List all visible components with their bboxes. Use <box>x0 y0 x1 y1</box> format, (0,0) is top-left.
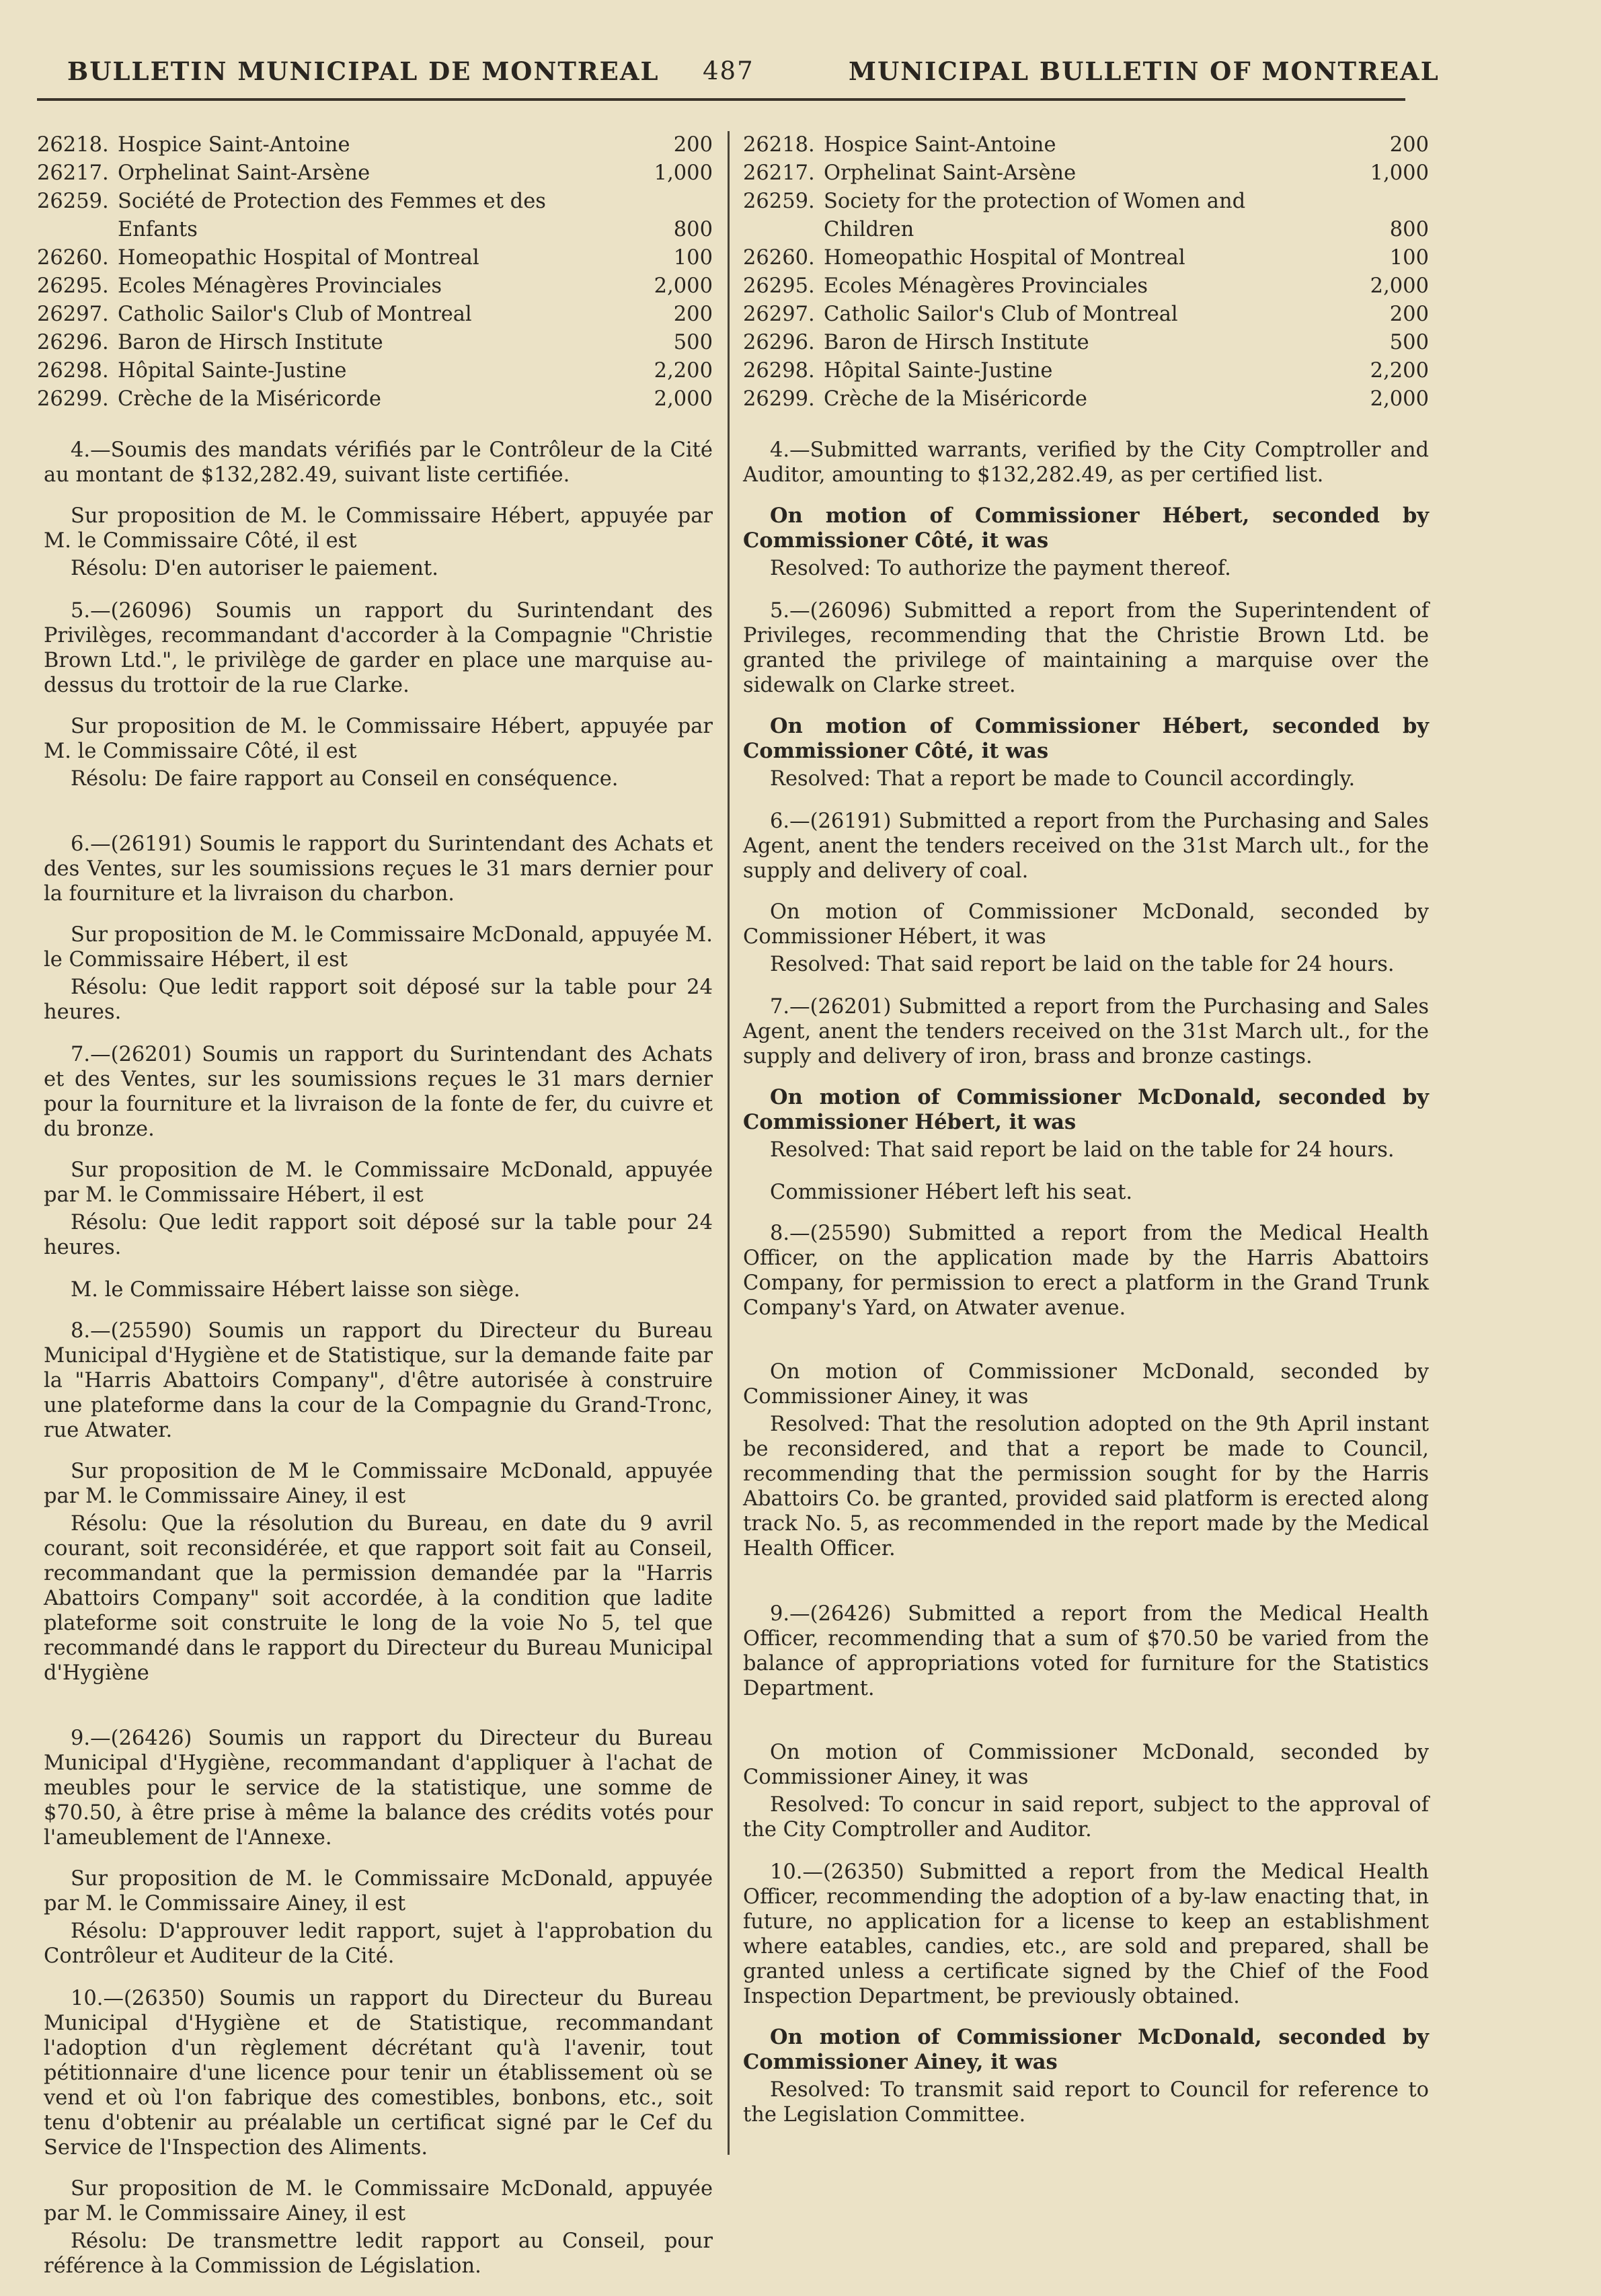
item-7-text: 7.—(26201) Submitted a report from the Purchasing and Sales Agent, anent the tenders received on the 31st March ult., for the supply and delivery of iron, brass and bronze castings. <box>743 995 1429 1068</box>
grant-number: 26217. <box>37 161 109 185</box>
item-10-motion: On motion of Commissioner McDonald, seconded by Commissioner Ainey, it was <box>743 2025 1429 2074</box>
grant-name: Society for the protection of Women and Children <box>824 190 1246 241</box>
item-6-text: 6.—(26191) Soumis le rapport du Surintendant des Achats et des Ventes, sur les soumissions reçues le 31 mars dernier pour la fourniture et la livraison du charbon. <box>44 832 713 906</box>
item-10-resolved: Résolu: De transmettre ledit rapport au Conseil, pour référence à la Commission de Législation. <box>44 2229 713 2278</box>
item-9-text: 9.—(26426) Submitted a report from the Medical Health Officer, recommending that a sum of $70.50 be varied from the balance of appropriations voted for furniture for the Statistics Department. <box>743 1602 1429 1700</box>
item-7-motion: Sur proposition de M. le Commissaire McDonald, appuyée par M. le Commissaire Hébert, il est <box>44 1158 713 1207</box>
item-5-resolved: Resolved: That a report be made to Council accordingly. <box>770 767 1356 791</box>
grant-amount: 2,000 <box>1370 274 1429 298</box>
grant-number: 26218. <box>37 133 109 157</box>
grant-amount: 2,000 <box>654 274 713 298</box>
item-8-resolved: Résolu: Que la résolution du Bureau, en date du 9 avril courant, soit reconsidérée, et que rapport soit fait au Conseil, recommandant que la permission demandée par la "Harris Abattoirs Company" soit accordée, à la condition que ladite plateforme soit construite le long de la voie No 5, tel que recommandé dans le rapport du Directeur du Bureau Municipal d'Hygiène <box>44 1512 713 1685</box>
grant-row <box>743 301 1429 329</box>
grant-amount: 100 <box>1389 246 1429 270</box>
grant-name: Catholic Sailor's Club of Montreal <box>824 303 1178 326</box>
page-number: 487 <box>703 56 754 85</box>
item-4-text: 4.—Soumis des mandats vérifiés par le Contrôleur de la Cité au montant de $132,282.49, suivant liste certifiée. <box>44 438 713 487</box>
grant-name: Baron de Hirsch Institute <box>118 331 383 354</box>
grant-number: 26299. <box>37 387 109 411</box>
grant-amount: 800 <box>1389 218 1429 241</box>
item-10-resolved: Resolved: To transmit said report to Council for reference to the Legislation Committee. <box>743 2078 1429 2127</box>
item-7-motion: On motion of Commissioner McDonald, seconded by Commissioner Hébert, it was <box>743 1085 1429 1134</box>
item-9-motion: Sur proposition de M. le Commissaire McDonald, appuyée par M. le Commissaire Ainey, il est <box>44 1867 713 1915</box>
grant-name: Société de Protection des Femmes et des Enfants <box>118 190 546 241</box>
grant-number: 26295. <box>37 274 109 298</box>
grant-amount: 2,000 <box>654 387 713 411</box>
grant-row <box>37 301 713 329</box>
grant-name: Hôpital Sainte-Justine <box>118 359 347 383</box>
grant-number: 26296. <box>743 331 815 354</box>
item-9-motion: On motion of Commissioner McDonald, seconded by Commissioner Ainey, it was <box>743 1741 1429 1789</box>
grant-number: 26260. <box>743 246 815 270</box>
item-6-resolved: Résolu: Que ledit rapport soit déposé sur la table pour 24 heures. <box>44 976 713 1024</box>
grant-amount: 200 <box>1389 303 1429 326</box>
grant-name: Orphelinat Saint-Arsène <box>118 161 370 185</box>
item-8-text: 8.—(25590) Soumis un rapport du Directeur du Bureau Municipal d'Hygiène et de Statistique, sur la demande faite par la "Harris Abattoirs Company", d'être autorisée à construire une plateforme dans la cour de la Compagnie du Grand-Tronc, rue Atwater. <box>44 1319 713 1442</box>
item-4-resolved: Résolu: D'en autoriser le paiement. <box>71 557 438 580</box>
grant-row <box>37 244 713 272</box>
item-4-motion: On motion of Commissioner Hébert, seconded by Commissioner Côté, it was <box>743 504 1429 553</box>
item-4-motion: Sur proposition de M. le Commissaire Hébert, appuyée par M. le Commissaire Côté, il est <box>44 504 713 553</box>
grant-amount: 2,200 <box>654 359 713 383</box>
item-4-resolved: Resolved: To authorize the payment thereof. <box>770 557 1231 580</box>
item-7-text: 7.—(26201) Soumis un rapport du Surintendant des Achats et des Ventes, sur les soumissions reçues le 31 mars dernier pour la fourniture et la livraison de la fonte de fer, du cuivre et du bronze. <box>44 1043 713 1141</box>
left-seat-note: Commissioner Hébert left his seat. <box>770 1181 1133 1204</box>
grant-amount: 1,000 <box>1370 161 1429 185</box>
header-right-title: MUNICIPAL BULLETIN OF MONTREAL <box>849 56 1440 86</box>
grant-number: 26259. <box>37 190 109 213</box>
grant-row <box>37 272 713 301</box>
grant-amount: 200 <box>673 133 713 157</box>
french-grants-list <box>37 131 713 413</box>
item-6-motion: Sur proposition de M. le Commissaire McDonald, appuyée M. le Commissaire Hébert, il est <box>44 923 713 972</box>
grant-row <box>37 385 713 413</box>
item-6-resolved: Resolved: That said report be laid on the table for 24 hours. <box>770 953 1395 976</box>
grant-amount: 1,000 <box>654 161 713 185</box>
item-7-resolved: Résolu: Que ledit rapport soit déposé sur la table pour 24 heures. <box>44 1211 713 1259</box>
grant-number: 26298. <box>743 359 815 383</box>
item-8-motion: Sur proposition de M le Commissaire McDonald, appuyée par M. le Commissaire Ainey, il est <box>44 1460 713 1508</box>
item-10-motion: Sur proposition de M. le Commissaire McDonald, appuyée par M. le Commissaire Ainey, il est <box>44 2177 713 2225</box>
item-5-text: 5.—(26096) Submitted a report from the Superintendent of Privileges, recommending that the Christie Brown Ltd. be granted the privilege of maintaining a marquise over the sidewalk on Clarke street. <box>743 599 1429 697</box>
grant-number: 26297. <box>37 303 109 326</box>
grant-amount: 200 <box>1389 133 1429 157</box>
column-divider <box>728 131 730 2155</box>
grant-row <box>743 188 1429 244</box>
item-4-text: 4.—Submitted warrants, verified by the City Comptroller and Auditor, amounting to $132,282.49, as per certified list. <box>743 438 1429 487</box>
grant-row <box>743 357 1429 385</box>
grant-amount: 100 <box>673 246 713 270</box>
grant-name: Crèche de la Miséricorde <box>118 387 381 411</box>
grant-row <box>37 131 713 159</box>
grant-number: 26218. <box>743 133 815 157</box>
grant-amount: 2,000 <box>1370 387 1429 411</box>
item-8-text: 8.—(25590) Submitted a report from the Medical Health Officer, on the application made by the Harris Abattoirs Company, for permission to erect a platform in the Grand Trunk Company's Yard, on Atwater avenue. <box>743 1222 1429 1320</box>
english-column <box>743 131 1429 2145</box>
grant-number: 26298. <box>37 359 109 383</box>
grant-name: Ecoles Ménagères Provinciales <box>824 274 1148 298</box>
grant-number: 26297. <box>743 303 815 326</box>
grant-number: 26260. <box>37 246 109 270</box>
grant-amount: 200 <box>673 303 713 326</box>
grant-row <box>37 357 713 385</box>
grant-name: Baron de Hirsch Institute <box>824 331 1089 354</box>
item-5-resolved: Résolu: De faire rapport au Conseil en conséquence. <box>71 767 619 791</box>
grant-row <box>743 131 1429 159</box>
item-6-motion: On motion of Commissioner McDonald, seconded by Commissioner Hébert, it was <box>743 900 1429 949</box>
item-10-text: 10.—(26350) Soumis un rapport du Directeur du Bureau Municipal d'Hygiène et de Statistique, recommandant l'adoption d'un règlement décrétant qu'à l'avenir, tout pétitionnaire d'une licence pour tenir un établissement où se vend et où l'on fabrique des comestibles, bonbons, etc., soit tenu d'obtenir au préalable un certificat signé par le Cef du Service de l'Inspection des Aliments. <box>44 1987 713 2160</box>
french-column <box>37 131 713 2296</box>
grant-number: 26259. <box>743 190 815 213</box>
item-7-resolved: Resolved: That said report be laid on the table for 24 hours. <box>770 1138 1395 1162</box>
grant-name: Homeopathic Hospital of Montreal <box>118 246 479 270</box>
grant-row <box>37 159 713 188</box>
grant-number: 26295. <box>743 274 815 298</box>
grant-row <box>743 272 1429 301</box>
item-8-motion: On motion of Commissioner McDonald, seconded by Commissioner Ainey, it was <box>743 1360 1429 1409</box>
item-8-resolved: Resolved: That the resolution adopted on the 9th April instant be reconsidered, and that a report be made to Council, recommending that the permission sought for by the Harris Abattoirs Co. be granted, provided said platform is erected along track No. 5, as recommended in the report made by the Medical Health Officer. <box>743 1413 1429 1560</box>
grant-row <box>743 329 1429 357</box>
grant-name: Hôpital Sainte-Justine <box>824 359 1053 383</box>
header-rule <box>37 98 1405 101</box>
item-5-motion: On motion of Commissioner Hébert, seconded by Commissioner Côté, it was <box>743 714 1429 763</box>
item-5-motion: Sur proposition de M. le Commissaire Hébert, appuyée par M. le Commissaire Côté, il est <box>44 715 713 763</box>
grant-row <box>37 329 713 357</box>
item-9-resolved: Résolu: D'approuver ledit rapport, sujet à l'approbation du Contrôleur et Auditeur de la Cité. <box>44 1919 713 1968</box>
grant-amount: 2,200 <box>1370 359 1429 383</box>
grant-number: 26299. <box>743 387 815 411</box>
item-9-resolved: Resolved: To concur in said report, subject to the approval of the City Comptroller and Auditor. <box>743 1793 1429 1842</box>
grant-row <box>37 188 713 244</box>
grant-name: Homeopathic Hospital of Montreal <box>824 246 1185 270</box>
item-9-text: 9.—(26426) Soumis un rapport du Directeur du Bureau Municipal d'Hygiène, recommandant d'appliquer à l'achat de meubles pour le service de la statistique, une somme de $70.50, à être prise à même la balance des crédits votés pour l'ameublement de l'Annexe. <box>44 1727 713 1850</box>
grant-number: 26217. <box>743 161 815 185</box>
grant-name: Hospice Saint-Antoine <box>824 133 1056 157</box>
grant-amount: 500 <box>1389 331 1429 354</box>
grant-number: 26296. <box>37 331 109 354</box>
header-left-title: BULLETIN MUNICIPAL DE MONTREAL <box>67 56 660 86</box>
english-grants-list <box>743 131 1429 413</box>
grant-row <box>743 385 1429 413</box>
grant-name: Catholic Sailor's Club of Montreal <box>118 303 472 326</box>
grant-name: Hospice Saint-Antoine <box>118 133 350 157</box>
grant-name: Crèche de la Miséricorde <box>824 387 1087 411</box>
grant-row <box>743 159 1429 188</box>
grant-amount: 800 <box>673 218 713 241</box>
item-10-text: 10.—(26350) Submitted a report from the Medical Health Officer, recommending the adoption of a by-law enacting that, in future, no application for a license to keep an establishment where eatables, candies, etc., are sold and prepared, shall be granted unless a certificate signed by the Chief of the Food Inspection Department, be previously obtained. <box>743 1860 1429 2008</box>
grant-name: Ecoles Ménagères Provinciales <box>118 274 442 298</box>
grant-name: Orphelinat Saint-Arsène <box>824 161 1077 185</box>
grant-amount: 500 <box>673 331 713 354</box>
item-5-text: 5.—(26096) Soumis un rapport du Surintendant des Privilèges, recommandant d'accorder à la Compagnie "Christie Brown Ltd.", le privilège de garder en place une marquise au-dessus du trottoir de la rue Clarke. <box>44 599 713 697</box>
left-seat-note: M. le Commissaire Hébert laisse son siège. <box>71 1278 520 1302</box>
item-6-text: 6.—(26191) Submitted a report from the Purchasing and Sales Agent, anent the tenders received on the 31st March ult., for the supply and delivery of coal. <box>743 809 1429 883</box>
grant-row <box>743 244 1429 272</box>
